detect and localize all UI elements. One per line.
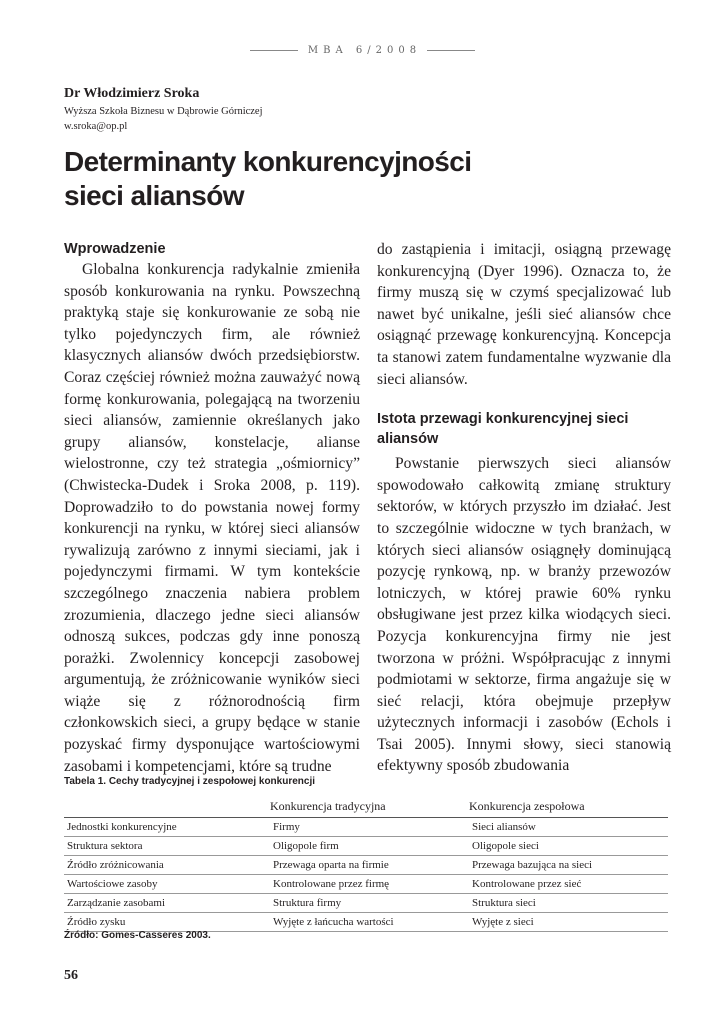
table-row — [64, 894, 668, 913]
table-cell: Oligopole sieci — [469, 837, 668, 856]
table-cell: Wartościowe zasoby — [64, 875, 270, 894]
table-header-blank — [64, 795, 270, 818]
head-rule-left — [250, 50, 298, 51]
table-cell: Źródło zróżnicowania — [64, 856, 270, 875]
table-row — [64, 818, 668, 837]
column-left — [64, 239, 360, 777]
table-source: Źródło: Gomes-Casseres 2003. — [64, 930, 211, 941]
table-row — [64, 837, 668, 856]
table-header-row — [64, 795, 668, 818]
table-cell: Struktura sieci — [469, 894, 668, 913]
author-affiliation: Wyższa Szkoła Biznesu w Dąbrowie Górniczej — [64, 106, 263, 117]
intro-paragraph: Globalna konkurencja radykalnie zmieniła sposób konkurowania na rynku. Powszechną praktyką staje się konkurowanie ze sobą nie tylko pojedynczych firm, ale również klasycznych aliansów dwóch przedsiębiorstw. Coraz częściej również można zauważyć nową formę konkurowania, polegającą na tworzeniu sieci aliansów, zamiennie określanych jako grupy aliansów, konstelacje, alianse wielostronne, czy też strategia „ośmiornicy” (Chwistecka-Dudek i Sroka 2008, p. 119). Doprowadziło to do powstania nowej formy konkurencji na rynku, w której sieci aliansów rywalizują zarówno z innymi sieciami, jak i pojedynczymi firmami. W tym kontekście szczególnego znaczenia nabiera problem zrozumienia, dlaczego jedne sieci aliansów odnoszą sukces, podczas gdy inne ponoszą porażki. Zwolennicy koncepcji zasobowej argumentują, że zróżnicowanie wyników sieci wiąże się z różnorodnością firm członkowskich sieci, a grupy będące w stanie pozyskać firmy dysponujące wartościowymi zasobami i kompetencjami, które są trudne — [64, 261, 360, 775]
section2-heading: Istota przewagi konkurencyjnej sieci aliansów — [377, 411, 629, 448]
table-cell: Kontrolowane przez firmę — [270, 875, 469, 894]
intro-paragraph-continued: do zastąpienia i imitacji, osiągną przewagę konkurencyjną (Dyer 1996). Oznacza to, że firmy muszą się w czymś specjalizować lub nawet być unikalne, jeśli sieć aliansów chce osiągnąć przewagę konkurencyjną. Koncepcja ta stanowi zatem fundamentalne wyzwanie dla sieci aliansów. — [377, 241, 671, 388]
intro-heading: Wprowadzenie — [64, 241, 166, 257]
table-cell: Sieci aliansów — [469, 818, 668, 837]
article-title — [64, 145, 624, 213]
table-cell: Źródło zysku — [64, 913, 270, 932]
comparison-table — [64, 795, 668, 932]
table-header-traditional: Konkurencja tradycyjna — [270, 795, 469, 818]
table-cell: Oligopole firm — [270, 837, 469, 856]
table-cell: Wyjęte z sieci — [469, 913, 668, 932]
table-header-team: Konkurencja zespołowa — [469, 795, 668, 818]
author-email: w.sroka@op.pl — [64, 121, 128, 132]
table-cell: Firmy — [270, 818, 469, 837]
running-head — [0, 45, 725, 56]
table-caption: Tabela 1. Cechy tradycyjnej i zespołowej konkurencji — [64, 776, 316, 787]
table-cell: Kontrolowane przez sieć — [469, 875, 668, 894]
table-cell: Zarządzanie zasobami — [64, 894, 270, 913]
table-row — [64, 875, 668, 894]
head-rule-right — [427, 50, 475, 51]
table-cell: Jednostki konkurencyjne — [64, 818, 270, 837]
title-line-2: sieci aliansów — [64, 180, 244, 211]
page-number: 56 — [64, 968, 78, 983]
table-cell: Przewaga oparta na firmie — [270, 856, 469, 875]
table-cell: Przewaga bazująca na sieci — [469, 856, 668, 875]
title-line-1: Determinanty konkurencyjności — [64, 146, 472, 177]
author-name: Dr Włodzimierz Sroka — [64, 86, 200, 101]
table-row — [64, 913, 668, 932]
column-right — [377, 239, 671, 777]
table-cell: Struktura firmy — [270, 894, 469, 913]
table-cell: Struktura sektora — [64, 837, 270, 856]
running-head-text: MBA 6/2008 — [307, 45, 422, 56]
section2-paragraph: Powstanie pierwszych sieci aliansów spowodowało całkowitą zmianę struktury sektorów, w których przyszło im działać. Jest to szczególnie widoczne w tych branżach, w których sieci aliansów osiągnęły dominującą pozycję rynkową, np. w branży przewozów lotniczych, w której prawie 60% rynku obsługiwane jest przez kilka wiodących sieci. Pozycja konkurencyjna firmy nie jest tworzona w próżni. Współpracując z innymi podmiotami w sektorze, firma angażuje się w sieć relacji, która obejmuje przepływ użytecznych informacji i zasobów (Echols i Tsai 2005). Innymi słowy, sieci stanowią efektywny sposób zbudowania — [377, 455, 671, 775]
table-row — [64, 856, 668, 875]
table-cell: Wyjęte z łańcucha wartości — [270, 913, 469, 932]
